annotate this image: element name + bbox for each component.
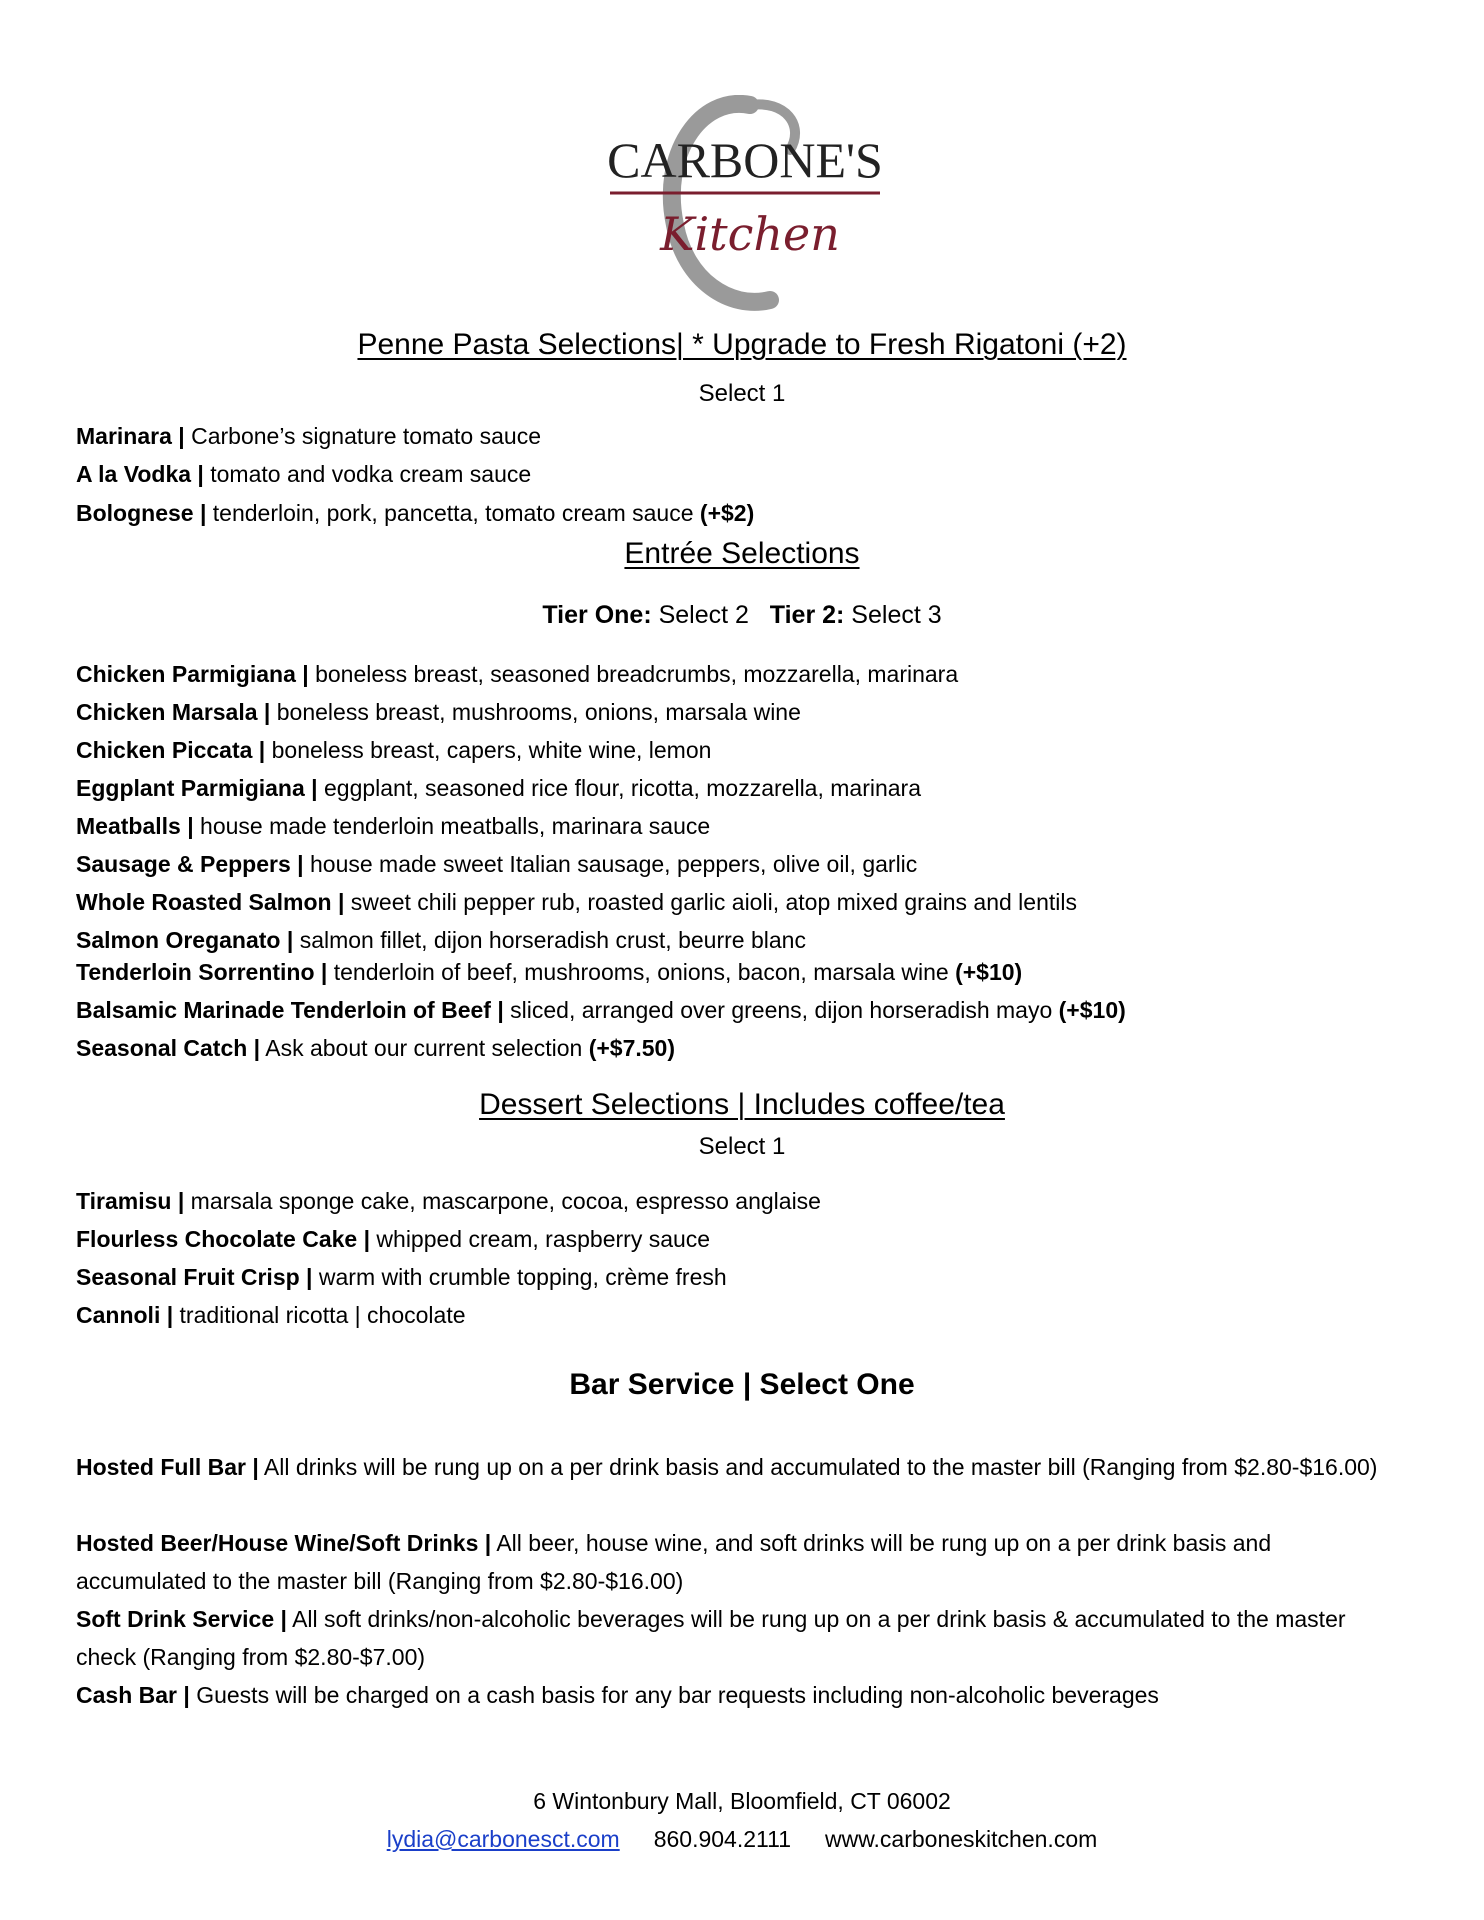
entree-item: Salmon Oreganato | salmon fillet, dijon horseradish crust, beurre blanc <box>76 927 806 953</box>
bar-item: Hosted Beer/House Wine/Soft Drinks | All beer, house wine, and soft drinks will be rung up on a per drink basis and accumulated to the master bill (Ranging from $2.80-$16.00) <box>76 1530 1272 1594</box>
pasta-item: Marinara | Carbone’s signature tomato sauce <box>76 423 541 449</box>
phone-number: 860.904.2111 <box>653 1826 791 1852</box>
entree-item: Balsamic Marinade Tenderloin of Beef | sliced, arranged over greens, dijon horseradish mayo (+$10) <box>76 997 1126 1023</box>
logo-script: Kitchen <box>660 207 840 261</box>
dessert-item: Cannoli | traditional ricotta | chocolate <box>76 1302 466 1328</box>
dessert-item: Seasonal Fruit Crisp | warm with crumble topping, crème fresh <box>76 1264 727 1290</box>
bar-item: Cash Bar | Guests will be charged on a cash basis for any bar requests including non-alcoholic beverages <box>76 1682 1159 1708</box>
entree-item: Chicken Parmigiana | boneless breast, seasoned breadcrumbs, mozzarella, marinara <box>76 661 959 687</box>
website-url: www.carboneskitchen.com <box>824 1826 1098 1852</box>
footer-contact <box>0 1826 1484 1853</box>
entree-item: Tenderloin Sorrentino | tenderloin of beef, mushrooms, onions, bacon, marsala wine (+$10) <box>76 959 1023 985</box>
pasta-select-note: Select 1 <box>698 380 786 407</box>
entree-item: Seasonal Catch | Ask about our current selection (+$7.50) <box>76 1035 676 1061</box>
entree-section-title: Entrée Selections <box>624 537 860 570</box>
pasta-item: Bolognese | tenderloin, pork, pancetta, tomato cream sauce (+$2) <box>76 500 755 526</box>
entree-item: Sausage & Peppers | house made sweet Italian sausage, peppers, olive oil, garlic <box>76 851 918 877</box>
entree-item: Whole Roasted Salmon | sweet chili pepper rub, roasted garlic aioli, atop mixed grains and lentils <box>76 889 1077 915</box>
dessert-item: Tiramisu | marsala sponge cake, mascarpone, cocoa, espresso anglaise <box>76 1188 821 1214</box>
entree-item: Meatballs | house made tenderloin meatballs, marinara sauce <box>76 813 711 839</box>
carbones-kitchen-logo <box>600 95 890 315</box>
bar-item: Hosted Full Bar | All drinks will be rung up on a per drink basis and accumulated to the master bill (Ranging from $2.80-$16.00) <box>76 1454 1378 1480</box>
pasta-section-title: Penne Pasta Selections| * Upgrade to Fresh Rigatoni (+2) <box>357 328 1127 361</box>
entree-item: Chicken Marsala | boneless breast, mushrooms, onions, marsala wine <box>76 699 801 725</box>
pasta-item: A la Vodka | tomato and vodka cream sauce <box>76 461 532 487</box>
entree-tier-line: Tier One: Select 2 Tier 2: Select 3 <box>542 601 942 629</box>
dessert-select-note: Select 1 <box>698 1133 786 1160</box>
entree-item: Eggplant Parmigiana | eggplant, seasoned rice flour, ricotta, mozzarella, marinara <box>76 775 922 801</box>
email-link[interactable]: lydia@carbonesct.com <box>386 1826 620 1852</box>
footer-address: 6 Wintonbury Mall, Bloomfield, CT 06002 <box>533 1788 951 1814</box>
entree-item: Chicken Piccata | boneless breast, capers, white wine, lemon <box>76 737 712 763</box>
bar-section-title: Bar Service | Select One <box>569 1368 915 1401</box>
bar-item: Soft Drink Service | All soft drinks/non-alcoholic beverages will be rung up on a per drink basis & accumulated to the master check (Ranging from $2.80-$7.00) <box>76 1606 1346 1670</box>
dessert-item: Flourless Chocolate Cake | whipped cream, raspberry sauce <box>76 1226 711 1252</box>
dessert-section-title: Dessert Selections | Includes coffee/tea <box>479 1088 1005 1121</box>
logo-wordmark: CARBONE'S <box>607 132 883 188</box>
